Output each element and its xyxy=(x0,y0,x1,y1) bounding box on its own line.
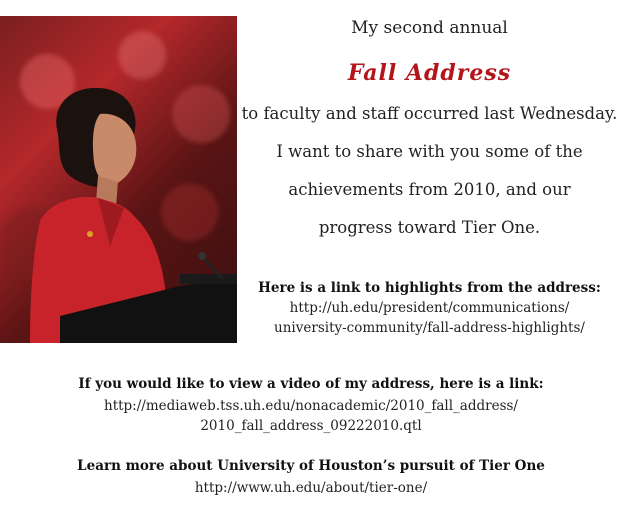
highlights-link-line2[interactable]: university-community/fall-address-highlights/ xyxy=(274,320,585,336)
tier-one-link[interactable]: http://www.uh.edu/about/tier-one/ xyxy=(194,480,428,496)
intro-line: to faculty and staff occurred last Wednesday. xyxy=(241,104,618,123)
intro-line: achievements from 2010, and our xyxy=(288,180,571,199)
video-link-line1[interactable]: http://mediaweb.tss.uh.edu/nonacademic/2010_fall_address/ xyxy=(104,398,518,414)
highlights-link-line1[interactable]: http://uh.edu/president/communications/ xyxy=(289,300,570,316)
highlights-heading: Here is a link to highlights from the address: xyxy=(258,280,601,296)
intro-line: progress toward Tier One. xyxy=(318,218,541,237)
speaker-photo xyxy=(0,16,237,343)
intro-line: My second annual xyxy=(351,18,508,38)
tier-one-heading: Learn more about University of Houston’s pursuit of Tier One xyxy=(77,458,545,474)
intro-line: I want to share with you some of the xyxy=(276,142,583,161)
video-heading: If you would like to view a video of my address, here is a link: xyxy=(78,376,544,392)
video-link-line2[interactable]: 2010_fall_address_09222010.qtl xyxy=(200,418,422,434)
speaker-illustration xyxy=(0,16,237,343)
fall-address-title: Fall Address xyxy=(347,60,512,86)
intro-column xyxy=(237,0,622,343)
